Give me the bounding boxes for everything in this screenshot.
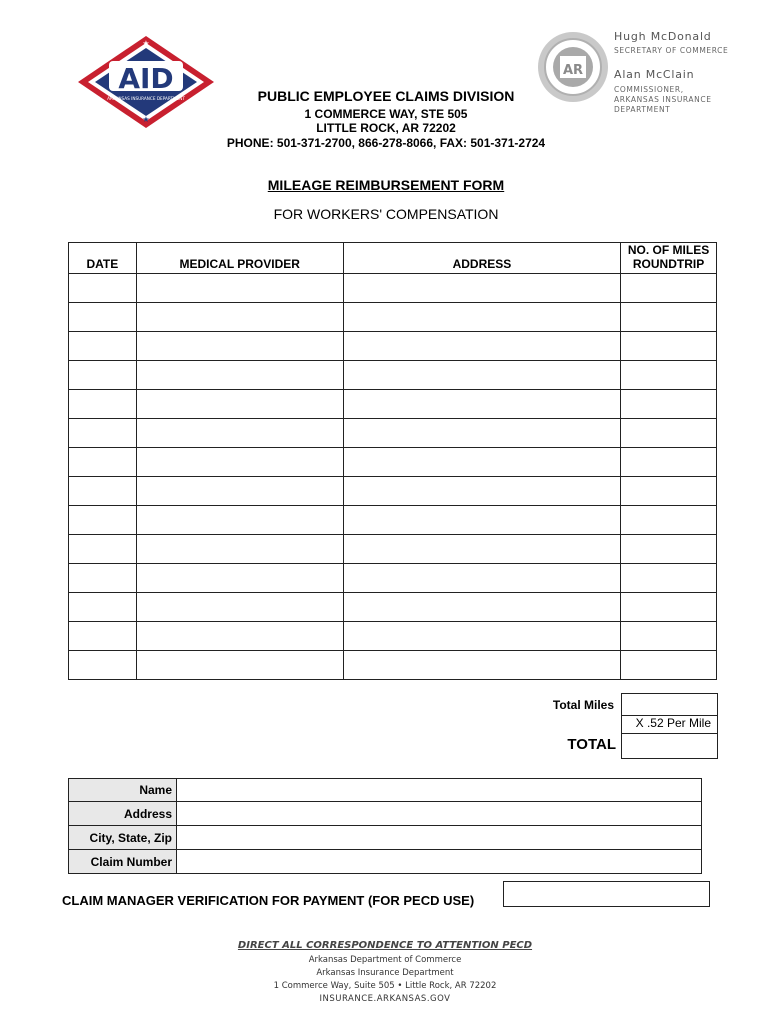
address-cell[interactable] [343, 477, 620, 506]
provider-cell[interactable] [136, 274, 343, 303]
table-row [69, 361, 717, 390]
date-cell[interactable] [69, 390, 137, 419]
address-cell[interactable] [343, 419, 620, 448]
date-cell[interactable] [69, 535, 137, 564]
svg-text:ARKANSAS INSURANCE DEPARTMENT: ARKANSAS INSURANCE DEPARTMENT [107, 96, 185, 101]
official1-name: Hugh McDonald [614, 30, 712, 43]
col-miles [621, 243, 717, 274]
claim-number-label: Claim Number [69, 850, 177, 874]
address-cell[interactable] [343, 651, 620, 680]
miles-cell[interactable] [621, 332, 717, 361]
rate-box [621, 715, 718, 735]
col-date: DATE [69, 243, 137, 274]
address-cell[interactable] [343, 448, 620, 477]
date-cell[interactable] [69, 361, 137, 390]
address-field[interactable] [177, 802, 702, 826]
total-field[interactable] [621, 733, 718, 759]
miles-cell[interactable] [621, 622, 717, 651]
col-miles-line2: ROUNDTRIP [632, 257, 705, 271]
address-cell[interactable] [343, 303, 620, 332]
provider-cell[interactable] [136, 622, 343, 651]
col-miles-line1: NO. OF MILES [627, 243, 710, 257]
table-row [69, 593, 717, 622]
svg-text:AR: AR [562, 63, 584, 78]
provider-cell[interactable] [136, 390, 343, 419]
official2-title-1: COMMISSIONER, [614, 85, 684, 94]
miles-cell[interactable] [621, 593, 717, 622]
total-miles-label: Total Miles [552, 698, 614, 712]
date-cell[interactable] [69, 274, 137, 303]
provider-cell[interactable] [136, 332, 343, 361]
provider-cell[interactable] [136, 593, 343, 622]
provider-cell[interactable] [136, 564, 343, 593]
official2-title-2: ARKANSAS INSURANCE [614, 95, 712, 104]
address-cell[interactable] [343, 564, 620, 593]
address-cell[interactable] [343, 361, 620, 390]
date-cell[interactable] [69, 477, 137, 506]
verification-field[interactable] [503, 881, 710, 907]
date-cell[interactable] [69, 419, 137, 448]
miles-cell[interactable] [621, 448, 717, 477]
miles-cell[interactable] [621, 419, 717, 448]
date-cell[interactable] [69, 622, 137, 651]
total-label: TOTAL [567, 736, 616, 753]
official2-name: Alan McClain [614, 68, 695, 81]
miles-cell[interactable] [621, 564, 717, 593]
date-cell[interactable] [69, 303, 137, 332]
rate-label: X .52 Per Mile [635, 716, 711, 730]
claim-number-field[interactable] [177, 850, 702, 874]
table-row [69, 332, 717, 361]
provider-cell[interactable] [136, 419, 343, 448]
division-address2: LITTLE ROCK, AR 72202 [316, 121, 456, 135]
city-state-zip-field[interactable] [177, 826, 702, 850]
date-cell[interactable] [69, 593, 137, 622]
footer-line3: 1 Commerce Way, Suite 505 • Little Rock, AR 72202 [273, 981, 497, 991]
table-row [69, 477, 717, 506]
footer-line4: INSURANCE.ARKANSAS.GOV [319, 994, 451, 1004]
table-row [69, 564, 717, 593]
provider-cell[interactable] [136, 535, 343, 564]
table-row [69, 535, 717, 564]
provider-cell[interactable] [136, 448, 343, 477]
address-label: Address [69, 802, 177, 826]
provider-cell[interactable] [136, 477, 343, 506]
table-row [69, 274, 717, 303]
miles-cell[interactable] [621, 390, 717, 419]
city-state-zip-label: City, State, Zip [69, 826, 177, 850]
address-cell[interactable] [343, 622, 620, 651]
division-address1: 1 COMMERCE WAY, STE 505 [304, 107, 468, 121]
table-row [69, 622, 717, 651]
date-cell[interactable] [69, 564, 137, 593]
footer-line1: Arkansas Department of Commerce [308, 955, 462, 965]
official2-title-3: DEPARTMENT [614, 105, 671, 114]
form-title: MILEAGE REIMBURSEMENT FORM [267, 177, 505, 193]
table-row [69, 390, 717, 419]
col-address: ADDRESS [343, 243, 620, 274]
official1-title: SECRETARY OF COMMERCE [614, 46, 729, 55]
miles-cell[interactable] [621, 651, 717, 680]
division-title: PUBLIC EMPLOYEE CLAIMS DIVISION [257, 88, 515, 104]
miles-cell[interactable] [621, 477, 717, 506]
date-cell[interactable] [69, 448, 137, 477]
table-row [69, 419, 717, 448]
address-cell[interactable] [343, 535, 620, 564]
date-cell[interactable] [69, 506, 137, 535]
miles-cell[interactable] [621, 506, 717, 535]
miles-cell[interactable] [621, 303, 717, 332]
col-provider: MEDICAL PROVIDER [136, 243, 343, 274]
name-label: Name [69, 779, 177, 802]
form-subtitle: FOR WORKERS' COMPENSATION [273, 206, 499, 222]
claimant-table [68, 778, 702, 874]
mileage-table [68, 242, 717, 680]
date-cell[interactable] [69, 651, 137, 680]
svg-text:AID: AID [118, 62, 174, 95]
miles-cell[interactable] [621, 274, 717, 303]
total-miles-field[interactable] [621, 693, 718, 717]
provider-cell[interactable] [136, 651, 343, 680]
provider-cell[interactable] [136, 303, 343, 332]
address-cell[interactable] [343, 274, 620, 303]
address-cell[interactable] [343, 593, 620, 622]
date-cell[interactable] [69, 332, 137, 361]
miles-cell[interactable] [621, 361, 717, 390]
provider-cell[interactable] [136, 361, 343, 390]
footer-line2: Arkansas Insurance Department [316, 968, 454, 978]
svg-text:★: ★ [142, 115, 150, 124]
verification-label: CLAIM MANAGER VERIFICATION FOR PAYMENT (FOR PECD USE) [62, 893, 475, 908]
table-row [69, 506, 717, 535]
footer-direct: DIRECT ALL CORRESPONDENCE TO ATTENTION PECD [237, 940, 533, 951]
table-row [69, 651, 717, 680]
table-row [69, 448, 717, 477]
division-phone: PHONE: 501-371-2700, 866-278-8066, FAX: 501-371-2724 [226, 136, 546, 150]
address-cell[interactable] [343, 506, 620, 535]
address-cell[interactable] [343, 332, 620, 361]
svg-text:★: ★ [142, 39, 150, 48]
table-row [69, 303, 717, 332]
miles-cell[interactable] [621, 535, 717, 564]
address-cell[interactable] [343, 390, 620, 419]
name-field[interactable] [177, 779, 702, 802]
provider-cell[interactable] [136, 506, 343, 535]
